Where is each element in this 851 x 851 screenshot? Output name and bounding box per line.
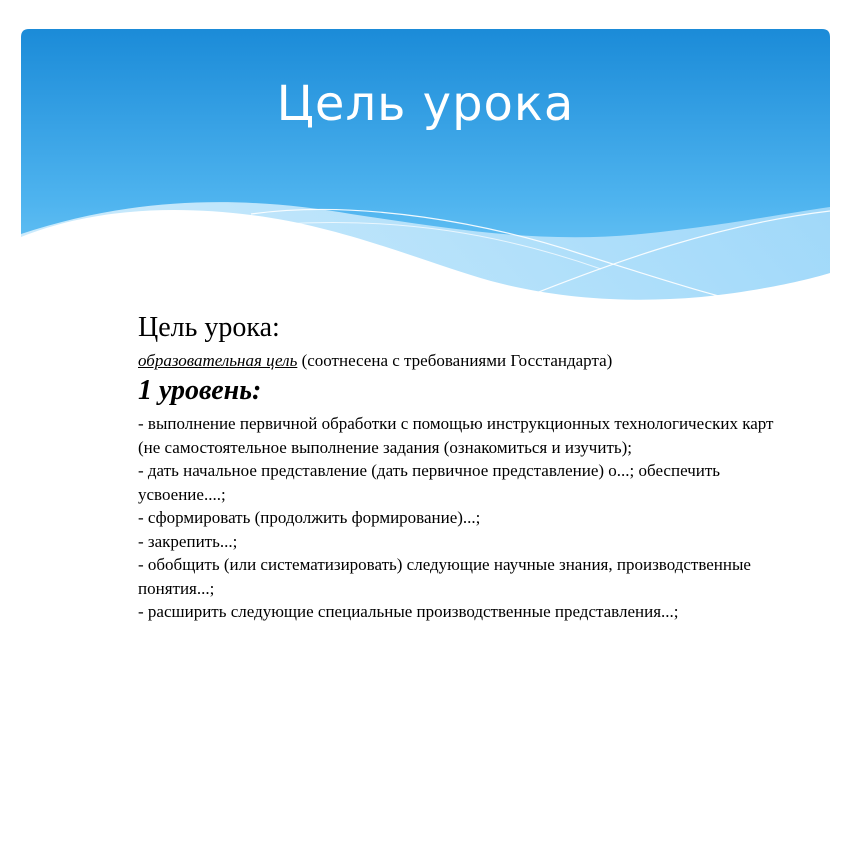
list-item: - сформировать (продолжить формирование)...; <box>138 508 481 527</box>
goal-note: (соотнесена с требованиями Госстандарта) <box>297 351 613 370</box>
goal-items-list <box>138 412 798 624</box>
slide-title: Цель урока <box>276 76 575 132</box>
list-item: - расширить следующие специальные производственные представления...; <box>138 602 679 621</box>
lesson-goal-heading: Цель урока: <box>138 312 280 343</box>
list-item: - обобщить (или систематизировать) следующие научные знания, производственные понятия...; <box>138 555 751 598</box>
list-item: - закрепить...; <box>138 531 238 551</box>
content-block <box>138 312 798 624</box>
list-item: - дать начальное представление (дать первичное представление) о...; обеспечить усвоение....; <box>138 461 721 504</box>
level-heading: 1 уровень: <box>138 375 262 406</box>
goal-type-line <box>138 350 798 372</box>
list-item: - выполнение первичной обработки с помощью инструкционных технологических карт (не самостоятельное выполнение задания (ознакомиться и изучить); <box>138 414 774 457</box>
goal-type: образовательная цель <box>138 351 298 370</box>
header-wave-background <box>21 29 830 329</box>
